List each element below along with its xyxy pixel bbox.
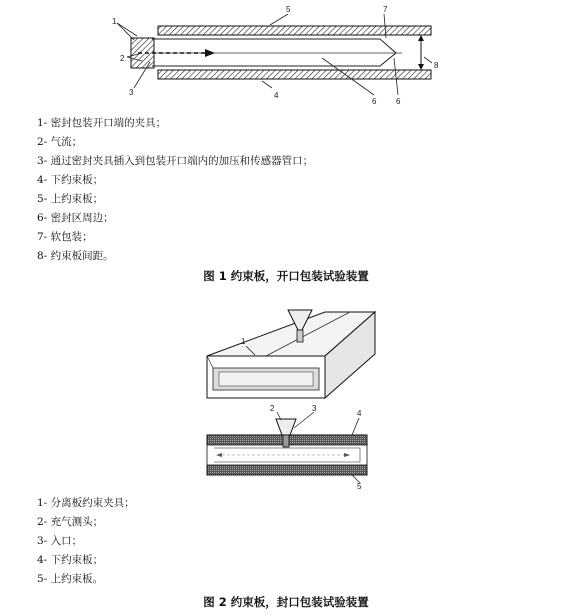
fig2-label-5: 5 [357,482,362,490]
legend2-item: 5- 上约束板。 [37,573,104,585]
lower-plate [158,70,431,79]
fig2-label-4: 4 [357,409,362,418]
figure1-legend [37,114,313,266]
figure1-caption: 图 1 约束板，开口包装试验装置 [203,269,369,283]
legend1-item: 5- 上约束板； [37,193,104,205]
legend2-item: 4- 下约束板； [37,554,104,566]
fig1-label-2: 2 [120,54,125,63]
legend1-item: 7- 软包装； [37,231,93,243]
legend1-item: 6- 密封区周边； [37,212,114,224]
fig1-label-1: 1 [112,17,117,26]
fig1-label-6a: 6 [372,97,377,106]
legend2-item: 1- 分离板约束夹具； [37,497,135,509]
fig2-label-1: 1 [241,337,246,346]
fig1-label-4: 4 [274,91,279,100]
legend1-item: 1- 密封包装开口端的夹具； [37,117,167,129]
fig2-label-3: 3 [312,404,317,413]
figure2-diagram [0,308,572,490]
section-probe [276,419,296,435]
fig1-label-6b: 6 [396,97,401,106]
fig1-label-7: 7 [383,5,388,14]
legend1-item: 4- 下约束板； [37,174,104,186]
legend2-item: 3- 入口； [37,535,83,547]
fig1-label-8: 8 [434,61,439,70]
legend1-item: 8- 约束板间距。 [37,250,114,262]
figure2-caption: 图 2 约束板，封口包装试验装置 [203,595,369,609]
clamp [131,38,154,68]
fig1-label-3: 3 [129,88,134,97]
section-lower-plate [207,465,367,475]
legend2-item: 2- 充气测头； [37,516,104,528]
fig2-label-2: 2 [270,404,275,413]
legend1-item: 3- 通过密封夹具插入到包装开口端内的加压和传感器管口； [37,155,314,167]
legend1-item: 2- 气流； [37,136,83,148]
figure2-legend [37,494,135,589]
figure1-diagram [0,0,572,112]
fig1-label-5: 5 [286,5,291,14]
upper-plate [158,26,431,35]
